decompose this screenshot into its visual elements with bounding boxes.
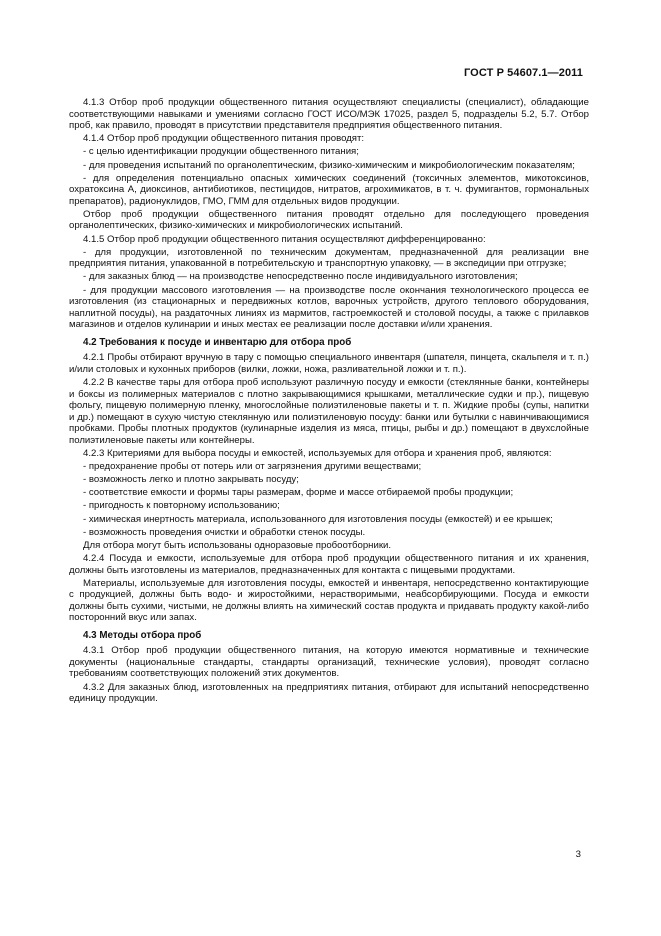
paragraph: Для отбора могут быть использованы одноразовые пробоотборники. — [83, 539, 392, 551]
paragraph: - химическая инертность материала, использованного для изготовления посуды (емкостей) и ее крышек; — [83, 513, 553, 525]
paragraph: - для продукции массового изготовления — на производстве после окончания технологического процесса ее изготовления (из стационарных и передвижных котлов, варочных устройств, другого теплового оборудования, наплитной посуды), на раздаточных линиях из мармитов, гастроемкостей и столовой посуды, а также с прилавков магазинов и отделов кулинарии и иных местах ее реализации после доставки и/или хранения. — [69, 284, 589, 331]
document-body — [69, 97, 589, 706]
paragraph: - пригодность к повторному использованию; — [83, 500, 280, 512]
paragraph: - возможность легко и плотно закрывать посуду; — [83, 474, 299, 486]
paragraph: 4.1.4 Отбор проб продукции общественного питания проводят: — [83, 133, 365, 145]
paragraph: 4.3.2 Для заказных блюд, изготовленных на предприятиях питания, отбирают для испытаний непосредственно единицу продукции. — [69, 681, 589, 705]
paragraph: 4.2.2 В качестве тары для отбора проб используют различную посуду и емкости (стеклянные банки, контейнеры и боксы из полимерных материалов с плотно закрывающимися крышками, металлические судки и пр.), пищевую фольгу, пищевую полимерную пленку, многослойные полиэтиленовые пакеты и т. п. Жидкие пробы (супы, напитки и др.) помещают в сухую чистую стеклянную или полиэтиленовую посуду: банки или бутылки с навинчивающимися пробками. Пробы плотных продуктов (кулинарные изделия из мяса, птицы, рыбы и др.) помещают в двухслойные полиэтиленовые пакеты или контейнеры. — [69, 376, 589, 446]
section-heading: 4.2 Требования к посуде и инвентарю для отбора проб — [83, 336, 352, 348]
paragraph: - для определения потенциально опасных химических соединений (токсичных элементов, микотоксинов, охратоксина А, диоксинов, антибиотиков, пестицидов, нитратов, агрохимикатов, в т. ч. фумигантов, гормональных препаратов), радионуклидов, ГМО, ГММ для отдельных видов продукции. — [69, 172, 589, 207]
paragraph: - для продукции, изготовленной по техническим документам, предназначенной для реализации вне предприятия питания, упакованной в потребительскую и транспортную упаковку, — в экспедиции при отгрузке; — [69, 246, 589, 270]
paragraph: - с целью идентификации продукции общественного питания; — [83, 146, 359, 158]
paragraph: 4.3.1 Отбор проб продукции общественного питания, на которую имеются нормативные и технические документы (национальные стандарты, стандарты организаций, технические условия), проводят согласно требованиям соответствующих положений этих документов. — [69, 645, 589, 680]
paragraph: 4.2.3 Критериями для выбора посуды и емкостей, используемых для отбора и хранения проб, являются: — [83, 447, 552, 459]
paragraph: - возможность проведения очистки и обработки стенок посуды. — [83, 526, 366, 538]
paragraph: 4.2.1 Пробы отбирают вручную в тару с помощью специального инвентаря (шпателя, пинцета, скальпеля и т. п.) и/или столовых и кухонных приборов (вилки, ложки, ножа, разливательной ложки и т. п.). — [69, 352, 589, 375]
paragraph: - соответствие емкости и формы тары размерам, форме и массе отбираемой пробы продукции; — [83, 487, 514, 499]
paragraph: Материалы, используемые для изготовления посуды, емкостей и инвентаря, непосредственно контактирующие с продукцией, должны быть водо- и жиростойкими, нерастворимыми, неабсорбирующими. Посуда и емкости должны быть сухими, чистыми, не должны влиять на химический состав продукта и придавать продукту какой-либо посторонний вкус или запах. — [69, 577, 589, 624]
paragraph: Отбор проб продукции общественного питания проводят отдельно для последующего проведения органолептических, физико-химических и микробиологических испытаний. — [69, 208, 589, 232]
document-header: ГОСТ Р 54607.1—2011 — [463, 67, 583, 79]
paragraph: 4.2.4 Посуда и емкости, используемые для отбора проб продукции общественного питания и их хранения, должны быть изготовлены из материалов, предназначенных для контакта с пищевыми продуктами. — [69, 552, 589, 576]
paragraph: 4.1.5 Отбор проб продукции общественного питания осуществляют дифференцированно: — [83, 233, 486, 245]
paragraph: 4.1.3 Отбор проб продукции общественного питания осуществляют специалисты (специалист), обладающие соответствующими навыками и умениями согласно ГОСТ ИСО/МЭК 17025, раздел 5, подразделы 5.2, 5.7. Отбор проб, как правило, проводят в присутствии представителя предприятия общественного питания. — [69, 97, 589, 132]
paragraph: - предохранение пробы от потерь или от загрязнения другими веществами; — [83, 460, 422, 472]
section-heading: 4.3 Методы отбора проб — [83, 629, 202, 641]
paragraph: - для проведения испытаний по органолептическим, физико-химическим и микробиологическим показателям; — [83, 159, 575, 171]
page-number: 3 — [575, 849, 581, 860]
paragraph: - для заказных блюд — на производстве непосредственно после индивидуального изготовления; — [83, 271, 518, 283]
